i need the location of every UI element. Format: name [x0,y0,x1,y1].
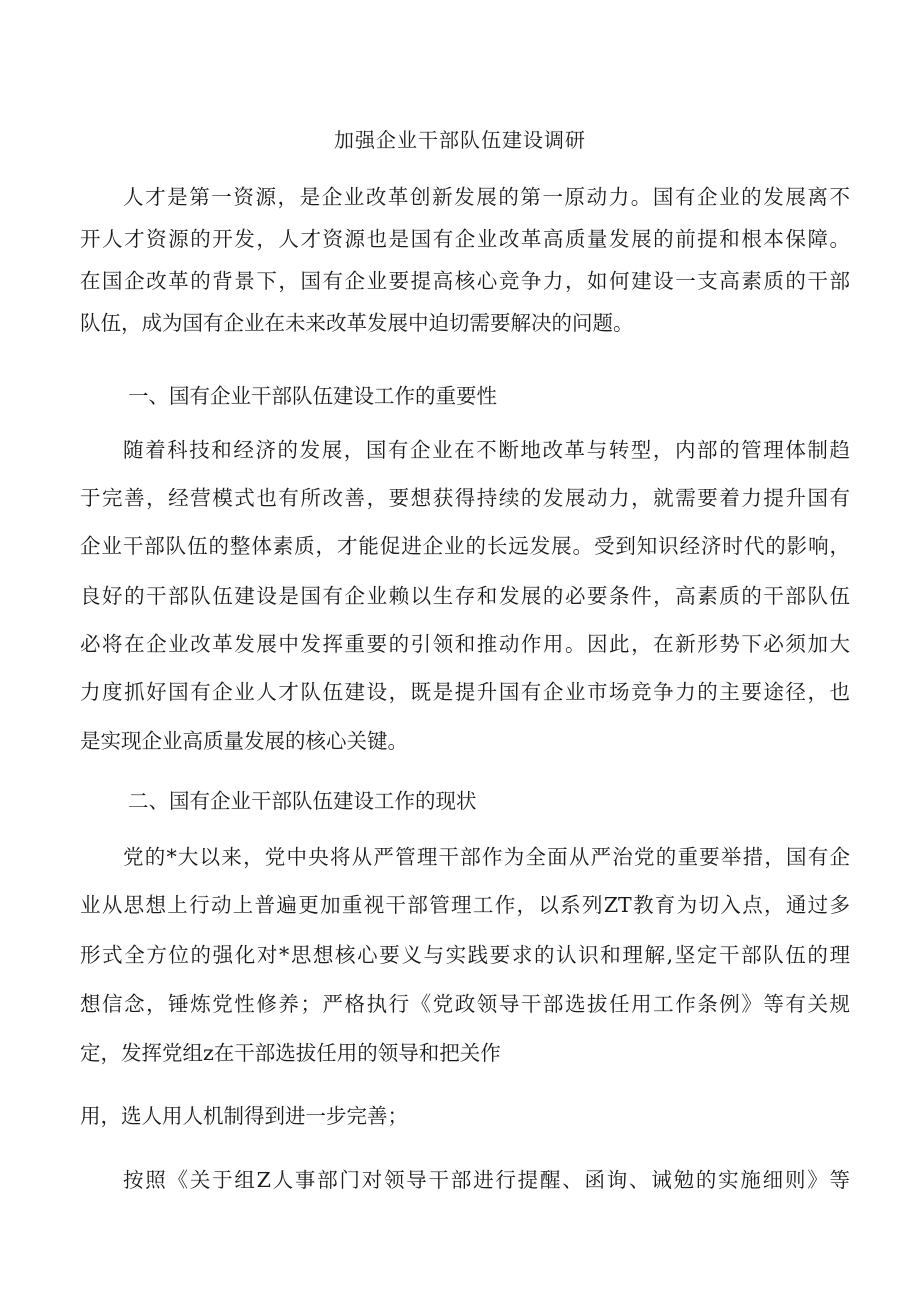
paragraph-line: 形式全方位的强化对*思想核心要义与实践要求的认识和理解,坚定干部队伍的理 [80,943,850,967]
paragraph-line: 人才是第一资源，是企业改革创新发展的第一原动力。国有企业的发展离不 [123,185,850,209]
paragraph-line: 用，选人用人机制得到进一步完善； [80,1104,408,1128]
paragraph-line: 力度抓好国有企业人才队伍建设，既是提升国有企业市场竞争力的主要途径，也 [80,680,850,704]
section-heading: 一、国有企业干部队伍建设工作的重要性 [128,384,497,408]
paragraph-line: 队伍，成为国有企业在未来改革发展中迫切需要解决的问题。 [80,311,634,335]
paragraph-line: 党的*大以来，党中央将从严管理干部作为全面从严治党的重要举措，国有企 [123,845,850,869]
paragraph-line: 于完善，经营模式也有所改善，要想获得持续的发展动力，就需要着力提升国有 [80,486,850,510]
paragraph-line: 在国企改革的背景下，国有企业要提高核心竞争力，如何建设一支高素质的干部 [80,269,850,293]
paragraph-line: 必将在企业改革发展中发挥重要的引领和推动作用。因此，在新形势下必须加大 [80,632,850,656]
paragraph-line: 随着科技和经济的发展，国有企业在不断地改革与转型，内部的管理体制趋 [123,438,850,462]
paragraph-line: 按照《关于组Z人事部门对领导干部进行提醒、函询、诫勉的实施细则》等 [123,1168,850,1192]
paragraph-line: 企业干部队伍的整体素质，才能促进企业的长远发展。受到知识经济时代的影响， [80,534,850,558]
paragraph-line: 是实现企业高质量发展的核心关键。 [80,729,408,753]
paragraph-line: 定，发挥党组z在干部选拔任用的领导和把关作 [80,1041,501,1065]
section-heading: 二、国有企业干部队伍建设工作的现状 [128,789,477,813]
paragraph-line: 想信念，锤炼党性修养；严格执行《党政领导干部选拔任用工作条例》等有关规 [80,992,850,1016]
document-title: 加强企业干部队伍建设调研 [334,128,586,152]
paragraph-line: 业从思想上行动上普遍更加重视干部管理工作，以系列ZT教育为切入点，通过多 [80,893,850,917]
paragraph-line: 良好的干部队伍建设是国有企业赖以生存和发展的必要条件，高素质的干部队伍 [80,584,850,608]
paragraph-line: 开人才资源的开发，人才资源也是国有企业改革高质量发展的前提和根本保障。 [80,227,850,251]
